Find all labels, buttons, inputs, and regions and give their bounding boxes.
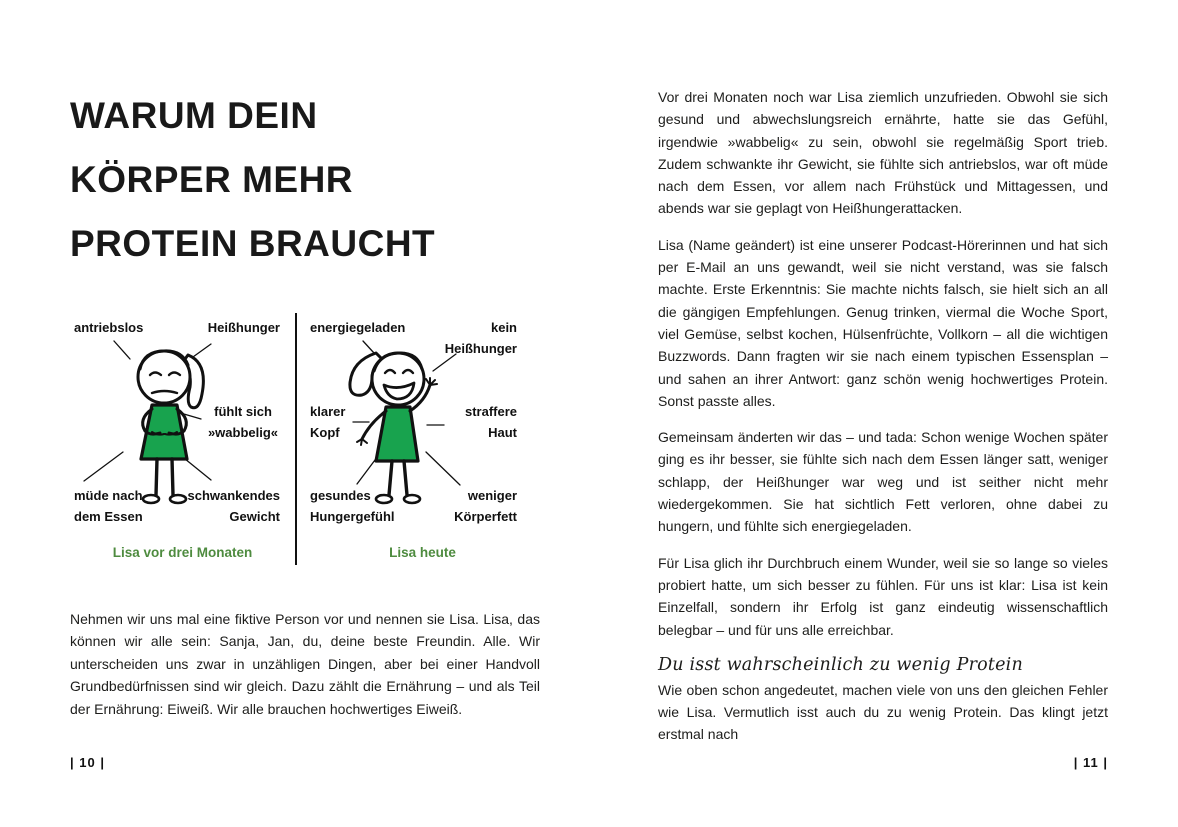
label-weniger-koerperfett: weniger Körperfett	[454, 488, 517, 524]
chapter-title	[70, 84, 435, 276]
label-muede-nach-dem-essen: müde nach dem Essen	[74, 488, 143, 524]
right-paragraph-1: Vor drei Monaten noch war Lisa ziemlich unzufrieden. Obwohl sie sich gesund und abwechslungsreich ernährte, hatte sie das Gefühl, irgendwie »wabbelig« zu sein, obwohl sie regelmäßig Sport trieb. Zudem schwankte ihr Gewicht, sie fühlte sich antriebslos, war oft müde nach dem Essen, vor allem nach Frühstück und Mittagessen, und abends war sie geplagt von Heißhungerattacken.	[658, 89, 1108, 217]
label-gesundes-hungergefuehl: gesundes Hungergefühl	[310, 488, 395, 524]
right-paragraph-5: Wie oben schon angedeutet, machen viele von uns den gleichen Fehler wie Lisa. Vermutlich isst auch du zu wenig Protein. Das klingt jetzt erstmal nach	[658, 681, 1108, 743]
right-page	[658, 0, 1108, 827]
label-energiegeladen: energiegeladen	[310, 320, 406, 335]
left-page	[70, 0, 540, 827]
chapter-title-line-3: PROTEIN BRAUCHT	[70, 223, 436, 264]
label-schwankendes-gewicht: schwankendes Gewicht	[187, 488, 280, 524]
label-klarer-kopf: klarer Kopf	[310, 404, 346, 440]
right-page-text	[658, 86, 1108, 760]
page-number-left: | 10 |	[70, 755, 105, 770]
caption-lisa-before: Lisa vor drei Monaten	[112, 545, 253, 560]
label-kein-heisshunger: kein Heißhunger	[444, 320, 517, 356]
lisa-before-after-diagram	[70, 313, 540, 571]
left-page-paragraph: Nehmen wir uns mal eine fiktive Person vor und nennen sie Lisa. Lisa, das können wir alle sein: Sanja, Jan, du, deine beste Freundin. Alle. Wir unterscheiden uns zwar in unzähligen Dingen, aber bei einer Handvoll Grundbedürfnissen sind wir gleich. Dazu zählt die Ernährung – und als Teil der Ernährung: Eiweiß. Wir alle brauchen hochwertiges Eiweiß.	[70, 611, 540, 717]
chapter-title-line-2: KÖRPER MEHR	[70, 159, 354, 200]
label-fuehlt-sich-wabbelig: fühlt sich »wabbelig«	[207, 404, 279, 440]
right-paragraph-4: Für Lisa glich ihr Durchbruch einem Wunder, weil sie so lange so vieles probiert hatte, um sich besser zu fühlen. Für uns ist klar: Lisa ist kein Einzelfall, sondern ihr Erfolg ist ganz eindeutig wissenschaftlich belegbar – und für uns alle erreichbar.	[658, 554, 1108, 638]
label-antriebslos: antriebslos	[74, 320, 144, 335]
chapter-title-line-1: WARUM DEIN	[70, 95, 318, 136]
diagram-divider-line	[295, 313, 297, 565]
label-heisshunger: Heißhunger	[207, 320, 280, 335]
section-subheading: Du isst wahrscheinlich zu wenig Protein	[658, 654, 1023, 675]
right-paragraph-2: Lisa (Name geändert) ist eine unserer Podcast-Hörerinnen und hat sich per E-Mail an uns gewandt, weil sie nicht verstand, was sie falsch machte. Erste Erkenntnis: Sie machte nichts falsch, sie hielt sich an all die gängigen Empfehlungen. Genug trinken, viermal die Woche Sport, viel Gemüse, selbst kochen, Hülsenfrüchte, Vollkorn – all die wichtigen Buzzwords. Dann fragten wir sie nach einem typischen Essensplan – und sahen an ihrer Antwort: ganz schön wenig hochwertiges Protein. Sonst passte alles.	[658, 236, 1108, 409]
label-straffere-haut: straffere Haut	[464, 404, 517, 440]
right-paragraph-3: Gemeinsam änderten wir das – und tada: Schon wenige Wochen später ging es ihr besser, sie fühlte sich nach dem Essen länger satt, weniger schlapp, der Heißhunger war weg und ist seither nicht mehr wiedergekommen. Sie hat sichtlich Fett verloren, ohne dabei zu hungern, und fühlte sich energiegeladen.	[658, 429, 1108, 535]
page-number-right: | 11 |	[1073, 755, 1108, 770]
caption-lisa-after: Lisa heute	[389, 545, 456, 560]
